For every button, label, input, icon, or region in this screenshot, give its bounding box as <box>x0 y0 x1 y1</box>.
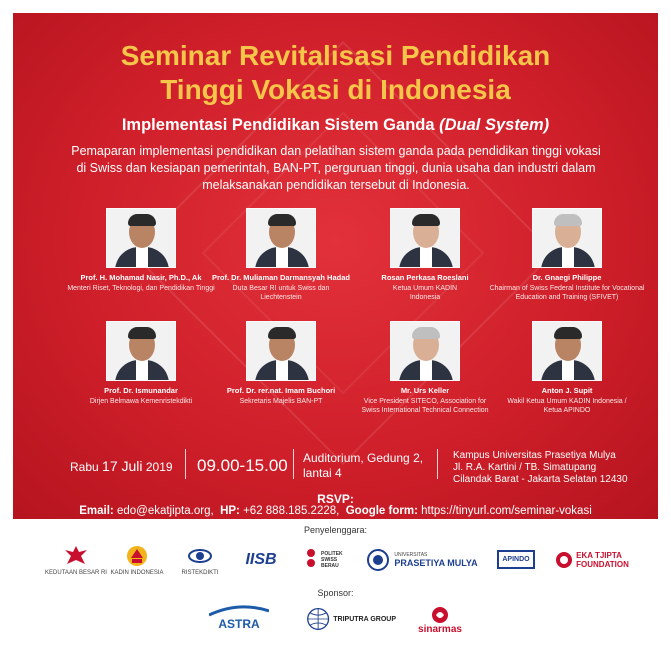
campus-line-1: Kampus Universitas Prasetiya Mulya <box>453 450 616 461</box>
kadin-logo <box>112 540 162 580</box>
speaker-name: Rosan Perkasa Roeslani <box>381 273 469 282</box>
info-divider <box>185 449 186 479</box>
speaker-photo <box>106 321 176 381</box>
speaker-photo <box>532 321 602 381</box>
speaker-name: Dr. Gnaegi Philippe <box>532 273 602 282</box>
event-year: 2019 <box>145 460 173 474</box>
ristekdikti-icon <box>187 544 213 568</box>
subtitle-italic: (Dual System) <box>439 116 550 134</box>
kadin-icon <box>125 544 149 568</box>
speaker-role: Dirjen Belmawa Kemenristekdikti <box>89 398 193 405</box>
garuda-icon <box>63 544 89 568</box>
eka-tjipta-text <box>576 551 629 569</box>
sinarmas-logo <box>416 600 464 640</box>
astra-logo <box>208 602 270 634</box>
google-form-link[interactable]: https://tinyurl.com/seminar-vokasi <box>421 505 592 517</box>
prasetiya-text <box>394 552 477 568</box>
event-venue <box>303 451 423 481</box>
info-divider <box>437 449 438 479</box>
speaker-role: Vice President SITECO, Association for Swiss International Technical Connection <box>361 398 489 414</box>
organizers-label: Penyelenggara: <box>303 525 368 535</box>
speaker-card <box>61 208 221 293</box>
eka-tjipta-logo <box>546 544 638 576</box>
logo-text: POLITEK SWISS BERAU <box>321 551 343 569</box>
venue-line-2: lantai 4 <box>303 466 342 480</box>
prasetiya-icon <box>366 548 390 572</box>
email-link[interactable]: edo@ekatjipta.org, <box>116 505 214 517</box>
hp-label: HP: <box>220 505 240 517</box>
logo-caption: FOUNDATION <box>576 560 629 569</box>
politek-icon <box>303 547 319 573</box>
logo-text: TRIPUTRA GROUP <box>333 615 396 623</box>
speaker-card <box>345 208 505 302</box>
sinarmas-icon <box>431 606 449 624</box>
speaker-role: Ketua Umum KADIN Indonesia <box>392 285 458 301</box>
logo-caption: KADIN INDONESIA <box>110 570 164 576</box>
speaker-photo <box>532 208 602 268</box>
speaker-role: Sekretaris Majelis BAN-PT <box>239 398 323 405</box>
speaker-role: Menteri Riset, Teknologi, dan Pendidikan Tinggi <box>67 285 215 292</box>
event-day: Rabu <box>70 460 99 474</box>
astra-icon <box>209 605 269 617</box>
event-campus <box>453 450 628 486</box>
form-label: Google form: <box>345 505 418 517</box>
speaker-photo <box>390 208 460 268</box>
speaker-name: Prof. Dr. Muliaman Darmansyah Hadad <box>212 273 350 282</box>
iisb-logo <box>238 544 284 576</box>
intro-paragraph: Pemaparan implementasi pendidikan dan pelatihan sistem ganda pada pendidikan tinggi vokasi di Swiss dan kesiapan pemerintah, BAN-PT, perguruan tinggi, dunia usaha dan industri dalam melaksanakan pendidikan tersebut di Indonesia. <box>71 144 601 192</box>
event-time: 09.00-15.00 <box>197 456 288 475</box>
speaker-photo <box>106 208 176 268</box>
rsvp-contacts <box>13 505 658 517</box>
logo-text: IISB <box>245 551 277 568</box>
speaker-role: Chairman of Swiss Federal Institute for Vocational Education and Training (SFIVET) <box>489 285 645 301</box>
triputra-icon <box>306 605 330 633</box>
apindo-logo <box>496 546 536 572</box>
speaker-card <box>487 208 647 302</box>
speaker-card <box>345 321 505 415</box>
event-poster <box>13 13 658 519</box>
logo-caption: RISTEKDIKTI <box>181 570 219 576</box>
logo-text: APINDO <box>497 550 534 569</box>
poster-subtitle <box>13 116 658 135</box>
logo-text: sinarmas <box>418 623 462 635</box>
logo-text: PRASETIYA MULYA <box>394 558 478 568</box>
speaker-card <box>201 208 361 302</box>
prasetiya-mulya-logo <box>362 542 482 578</box>
speaker-role: Wakil Ketua Umum KADIN Indonesia / Ketua APINDO <box>507 398 627 414</box>
logo-caption: KEDUTAAN BESAR RI <box>45 570 107 576</box>
campus-line-3: Cilandak Barat - Jakarta Selatan 12430 <box>453 474 628 485</box>
event-date-main: 17 Juli <box>102 458 143 474</box>
info-divider <box>293 449 294 479</box>
poster-title-line-2: Tinggi Vokasi di Indonesia <box>160 74 511 105</box>
event-date <box>70 458 173 474</box>
logo-text: ASTRA <box>218 617 260 631</box>
logo-caption: UNIVERSITAS <box>394 552 428 558</box>
sponsor-logos <box>0 600 671 640</box>
speaker-photo <box>246 208 316 268</box>
ristekdikti-logo <box>178 540 222 580</box>
speaker-photo <box>390 321 460 381</box>
speaker-photo <box>246 321 316 381</box>
speaker-name: Anton J. Supit <box>541 386 593 395</box>
speaker-role: Duta Besar RI untuk Swiss dan Liechtenstein <box>232 285 330 301</box>
logo-text: EKA TJIPTA <box>576 551 622 560</box>
poster-title-line-1: Seminar Revitalisasi Pendidikan <box>120 40 551 71</box>
hp-number: +62 888.185.2228, <box>243 505 340 517</box>
organizer-logos <box>0 540 671 580</box>
speaker-card <box>201 321 361 406</box>
garuda-logo <box>45 540 107 580</box>
venue-line-1: Auditorium, Gedung 2, <box>303 451 424 465</box>
speaker-name: Prof. Dr. Ismunandar <box>104 386 178 395</box>
speaker-name: Prof. H. Mohamad Nasir, Ph.D., Ak <box>80 273 202 282</box>
email-label: Email: <box>79 505 114 517</box>
speaker-name: Mr. Urs Keller <box>400 386 450 395</box>
rsvp-label: RSVP: <box>317 492 354 506</box>
speaker-name: Prof. Dr. rer.nat. Imam Buchori <box>226 386 336 395</box>
sponsors-label: Sponsor: <box>317 588 354 598</box>
politek-logo <box>300 542 350 578</box>
speaker-card <box>61 321 221 406</box>
eka-tjipta-icon <box>555 551 573 569</box>
campus-line-2: Jl. R.A. Kartini / TB. Simatupang <box>453 462 597 473</box>
triputra-logo <box>306 602 396 636</box>
speaker-card <box>487 321 647 415</box>
subtitle-main: Implementasi Pendidikan Sistem Ganda <box>121 116 435 134</box>
